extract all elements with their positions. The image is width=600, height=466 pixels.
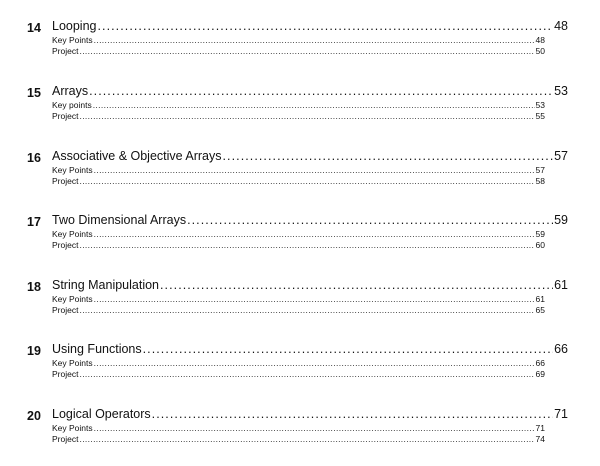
subentry-page[interactable]: 71 [535,423,545,433]
subentry-page[interactable]: 58 [535,176,545,186]
subentry-label[interactable]: Project [52,369,79,379]
toc-subentry[interactable] [52,305,545,316]
chapter-title[interactable]: Two Dimensional Arrays [52,213,187,227]
dot-leader [79,240,534,251]
dot-leader [223,148,554,164]
toc-subentry[interactable] [52,111,545,122]
dot-leader [79,434,534,445]
dot-leader [79,46,534,57]
subentry-label[interactable]: Project [52,434,79,444]
toc-subentry[interactable] [52,165,545,176]
toc-subentry[interactable] [52,434,545,445]
chapter-page[interactable]: 59 [554,213,568,227]
dot-leader [79,305,534,316]
subentry-label[interactable]: Project [52,176,79,186]
subentry-label[interactable]: Project [52,46,79,56]
chapter-heading[interactable] [52,341,568,357]
dot-leader [79,176,534,187]
subentry-page[interactable]: 61 [535,294,545,304]
dot-leader [93,100,535,111]
chapter-title[interactable]: Associative & Objective Arrays [52,149,222,163]
subentry-page[interactable]: 65 [535,305,545,315]
subentry-label[interactable]: Key Points [52,294,93,304]
chapter-page[interactable]: 61 [554,278,568,292]
subentry-page[interactable]: 74 [535,434,545,444]
dot-leader [94,165,535,176]
chapter-number: 15 [27,86,41,100]
chapter-number: 19 [27,344,41,358]
chapter-title[interactable]: Logical Operators [52,407,151,421]
subentry-label[interactable]: Key Points [52,423,93,433]
dot-leader [187,212,553,228]
subentry-page[interactable]: 66 [535,358,545,368]
chapter-title[interactable]: String Manipulation [52,278,160,292]
subentry-label[interactable]: Project [52,305,79,315]
subentry-page[interactable]: 69 [535,369,545,379]
toc-subentry[interactable] [52,35,545,46]
dot-leader [94,423,535,434]
chapter-number: 18 [27,280,41,294]
toc-subentry[interactable] [52,229,545,240]
dot-leader [143,341,553,357]
subentry-label[interactable]: Project [52,111,79,121]
chapter-title[interactable]: Using Functions [52,342,142,356]
dot-leader [79,369,534,380]
chapter-page[interactable]: 57 [554,149,568,163]
dot-leader [94,35,535,46]
chapter-number: 14 [27,21,41,35]
dot-leader [94,294,535,305]
subentry-page[interactable]: 48 [535,35,545,45]
chapter-page[interactable]: 66 [554,342,568,356]
subentry-page[interactable]: 60 [535,240,545,250]
dot-leader [98,18,554,34]
toc-subentry[interactable] [52,423,545,434]
chapter-heading[interactable] [52,148,568,164]
toc-subentry[interactable] [52,294,545,305]
chapter-page[interactable]: 53 [554,84,568,98]
toc-subentry[interactable] [52,46,545,57]
chapter-heading[interactable] [52,406,568,422]
dot-leader [94,358,535,369]
subentry-label[interactable]: Key points [52,100,92,110]
subentry-label[interactable]: Project [52,240,79,250]
subentry-page[interactable]: 57 [535,165,545,175]
subentry-page[interactable]: 55 [535,111,545,121]
chapter-number: 20 [27,409,41,423]
toc-subentry[interactable] [52,100,545,111]
dot-leader [94,229,535,240]
subentry-label[interactable]: Key Points [52,35,93,45]
subentry-page[interactable]: 53 [535,100,545,110]
dot-leader [79,111,534,122]
chapter-title[interactable]: Arrays [52,84,89,98]
chapter-number: 16 [27,151,41,165]
subentry-label[interactable]: Key Points [52,229,93,239]
toc-subentry[interactable] [52,358,545,369]
dot-leader [160,277,553,293]
chapter-title[interactable]: Looping [52,19,97,33]
chapter-heading[interactable] [52,18,568,34]
toc-subentry[interactable] [52,176,545,187]
chapter-page[interactable]: 48 [554,19,568,33]
toc-subentry[interactable] [52,369,545,380]
dot-leader [89,83,553,99]
subentry-label[interactable]: Key Points [52,358,93,368]
subentry-label[interactable]: Key Points [52,165,93,175]
chapter-heading[interactable] [52,277,568,293]
dot-leader [152,406,553,422]
toc-subentry[interactable] [52,240,545,251]
chapter-heading[interactable] [52,212,568,228]
subentry-page[interactable]: 50 [535,46,545,56]
subentry-page[interactable]: 59 [535,229,545,239]
chapter-heading[interactable] [52,83,568,99]
chapter-number: 17 [27,215,41,229]
chapter-page[interactable]: 71 [554,407,568,421]
